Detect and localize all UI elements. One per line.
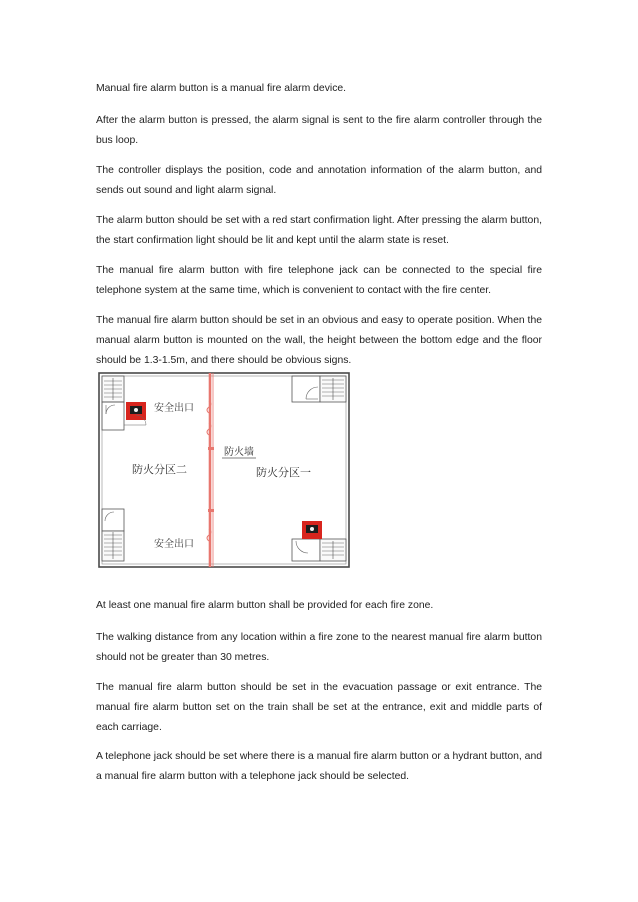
alarm-button-zone-two-icon — [126, 402, 146, 420]
paragraph-8: The walking distance from any location within a fire zone to the nearest manual fire alarm button should not be greater than 30 metres. — [96, 632, 542, 663]
paragraph-9: The manual fire alarm button should be set in the evacuation passage or exit entrance. The manual fire alarm button set on the train shall be set at the entrance, exit and middle parts of each carriage. — [96, 682, 542, 733]
stair-bottom-left-icon — [102, 509, 124, 561]
paragraph-7: At least one manual fire alarm button shall be provided for each fire zone. — [96, 600, 434, 611]
firewall-label: 防火墙 — [224, 447, 254, 458]
exit-label-top: 安全出口 — [154, 403, 194, 414]
paragraph-3: The controller displays the position, code and annotation information of the alarm button, and sends out sound and light alarm signal. — [96, 165, 542, 196]
paragraph-6: The manual fire alarm button should be set in an obvious and easy to operate position. When the manual alarm button is mounted on the wall, the height between the bottom edge and the floor should be 1.3-1.5m, and there should be obvious signs. — [96, 315, 542, 366]
zone-one-label: 防火分区一 — [256, 466, 311, 479]
exit-label-bottom: 安全出口 — [154, 539, 194, 550]
stair-top-right-icon — [292, 376, 346, 402]
fire-zone-floor-plan — [96, 369, 352, 571]
firewall-line — [207, 373, 214, 567]
paragraph-2: After the alarm button is pressed, the alarm signal is sent to the fire alarm controller through the bus loop. — [96, 115, 542, 146]
paragraph-1: Manual fire alarm button is a manual fire alarm device. — [96, 83, 347, 94]
paragraph-10: A telephone jack should be set where there is a manual fire alarm button or a hydrant button, and a manual fire alarm button with a telephone jack should be selected. — [96, 751, 542, 782]
alarm-button-zone-one-icon — [302, 521, 322, 539]
stair-bottom-right-icon — [292, 539, 346, 561]
stair-top-left-icon — [102, 376, 124, 430]
paragraph-4: The alarm button should be set with a red start confirmation light. After pressing the alarm button, the start confirmation light should be lit and kept until the alarm state is reset. — [96, 215, 542, 246]
floor-plan-drawing — [96, 369, 352, 571]
paragraph-5: The manual fire alarm button with fire telephone jack can be connected to the special fire telephone system at the same time, which is convenient to contact with the fire center. — [96, 265, 542, 296]
zone-two-label: 防火分区二 — [132, 463, 187, 476]
